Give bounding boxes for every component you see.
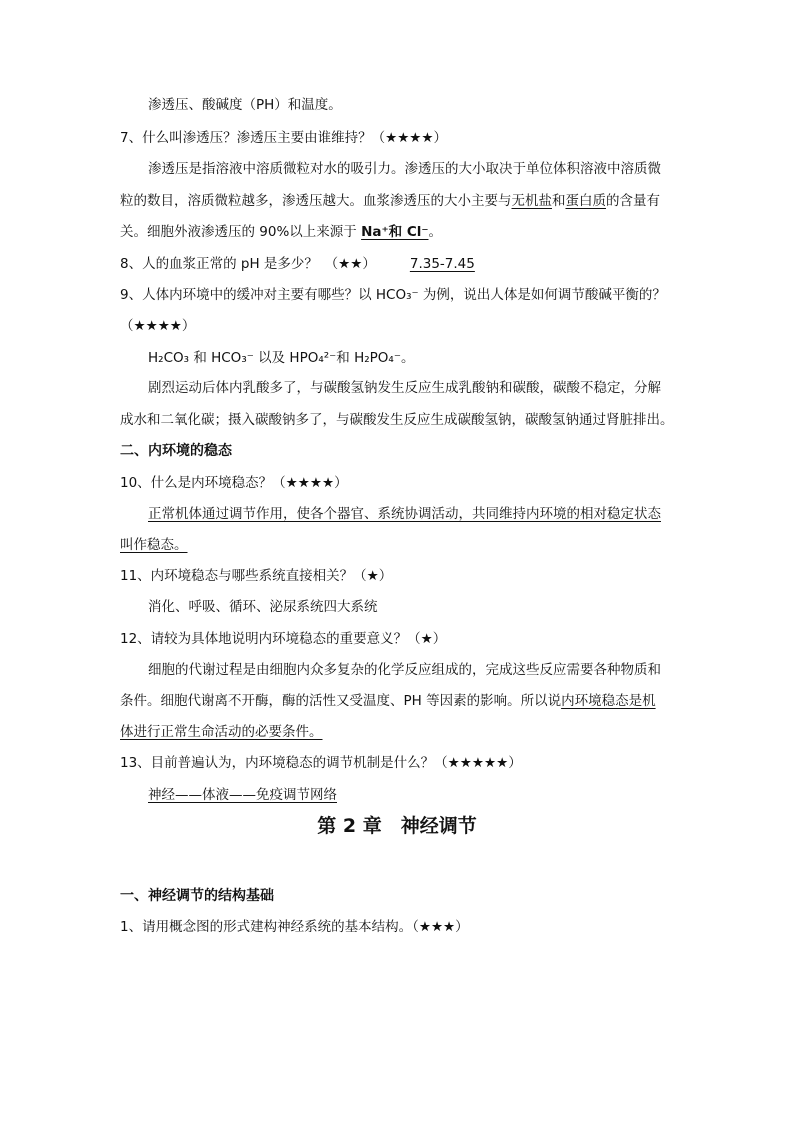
answer-7-underline-protein: 蛋白质 (565, 193, 606, 209)
question-12: 12、请较为具体地说明内环境稳态的重要意义？（★） (120, 631, 447, 647)
answer-7-line-1: 渗透压是指溶液中溶质微粒对水的吸引力。渗透压的大小取决于单位体积溶液中溶质微 (148, 161, 661, 177)
answer-7-text: 的含量有 (606, 193, 660, 209)
answer-7-text: 。 (428, 224, 442, 240)
answer-7-line-2 (120, 191, 660, 211)
answer-7-text: 粒的数目，溶质微粒越多，渗透压越大。血浆渗透压的大小主要与 (120, 193, 512, 209)
question-8 (120, 254, 475, 274)
answer-7-text: 和 (552, 193, 566, 209)
answer-10-line-2: 叫作稳态。 (120, 537, 188, 553)
answer-9-line-2: 剧烈运动后体内乳酸多了，与碳酸氢钠发生反应生成乳酸钠和碳酸，碳酸不稳定，分解 (148, 380, 661, 396)
question-9-line-2: （★★★★） (120, 318, 196, 334)
text-line: 渗透压、酸碱度（PH）和温度。 (148, 97, 342, 113)
answer-7-underline-inorganic-salt: 无机盐 (511, 193, 552, 209)
question-10: 10、什么是内环境稳态？（★★★★） (120, 475, 348, 491)
question-1: 1、请用概念图的形式建构神经系统的基本结构。（★★★） (120, 919, 469, 935)
answer-7-text: 关。细胞外液渗透压的 90%以上来源于 (120, 224, 362, 240)
chapter-title: 第 2 章 神经调节 (317, 815, 477, 837)
answer-8-ph-range: 7.35-7.45 (409, 256, 475, 272)
answer-12-line-1: 细胞的代谢过程是由细胞内众多复杂的化学反应组成的，完成这些反应需要各种物质和 (148, 662, 661, 678)
answer-13: 神经——体液——免疫调节网络 (148, 787, 337, 803)
question-9-line-1: 9、人体内环境中的缓冲对主要有哪些？以 HCO₃⁻ 为例，说出人体是如何调节酸碱平衡的？ (120, 287, 666, 303)
section-heading-nervous-structure: 一、神经调节的结构基础 (120, 888, 274, 904)
answer-12-underline: 内环境稳态是机 (561, 693, 656, 709)
answer-7-line-3 (120, 222, 442, 242)
answer-9-buffers: H₂CO₃ 和 HCO₃⁻ 以及 HPO₄²⁻和 H₂PO₄⁻。 (148, 350, 415, 366)
answer-11: 消化、呼吸、循环、泌尿系统四大系统 (148, 599, 378, 615)
answer-7-underline-ions: Na⁺和 Cl⁻ (361, 224, 429, 240)
answer-10-line-1: 正常机体通过调节作用，使各个器官、系统协调活动，共同维持内环境的相对稳定状态 (148, 506, 661, 522)
question-11: 11、内环境稳态与哪些系统直接相关？（★） (120, 568, 393, 584)
question-7: 7、什么叫渗透压？渗透压主要由谁维持？（★★★★） (120, 130, 447, 146)
answer-9-line-3: 成水和二氧化碳；摄入碳酸钠多了，与碳酸发生反应生成碳酸氢钠，碳酸氢钠通过肾脏排出。 (120, 412, 674, 428)
answer-12-line-3: 体进行正常生命活动的必要条件。 (120, 724, 323, 740)
question-8-text: 8、人的血浆正常的 pH 是多少？ （★★） (120, 256, 376, 272)
answer-12-text: 条件。细胞代谢离不开酶，酶的活性又受温度、PH 等因素的影响。所以说 (120, 693, 562, 709)
section-heading-homeostasis: 二、内环境的稳态 (120, 443, 232, 459)
answer-12-line-2 (120, 691, 656, 711)
question-13: 13、目前普遍认为，内环境稳态的调节机制是什么？（★★★★★） (120, 755, 522, 771)
